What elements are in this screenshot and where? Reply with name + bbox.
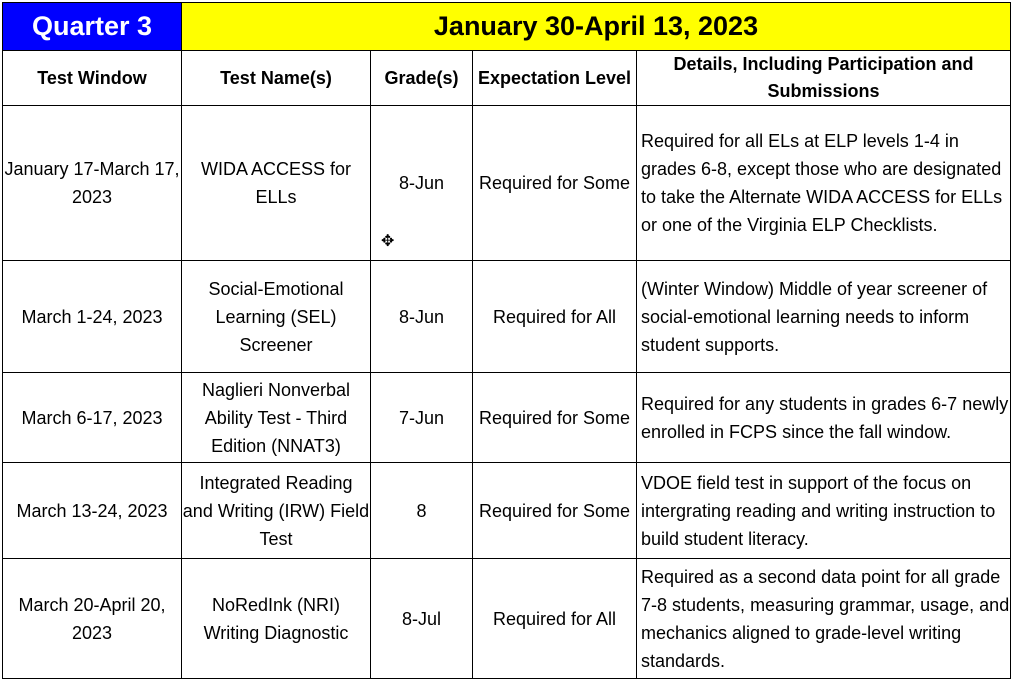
cell-test-name[interactable]: Naglieri Nonverbal Ability Test - Third Edition (NNAT3): [182, 373, 371, 463]
header-details[interactable]: Details, Including Participation and Submissions: [637, 51, 1011, 106]
table-row: [3, 463, 1011, 559]
cell-test-name[interactable]: WIDA ACCESS for ELLs: [182, 106, 371, 261]
cell-expectation[interactable]: Required for All: [473, 559, 637, 679]
table-row: [3, 106, 1011, 261]
quarter-label[interactable]: Quarter 3: [3, 3, 182, 51]
header-grades[interactable]: Grade(s): [371, 51, 473, 106]
quarter-date-range[interactable]: January 30-April 13, 2023: [182, 3, 1011, 51]
cell-details[interactable]: (Winter Window) Middle of year screener of social-emotional learning needs to inform student supports.: [637, 261, 1011, 373]
header-test-names[interactable]: Test Name(s): [182, 51, 371, 106]
table-row: [3, 261, 1011, 373]
cell-grades[interactable]: 8-Jun: [371, 106, 473, 261]
cell-expectation[interactable]: Required for Some: [473, 106, 637, 261]
cell-details[interactable]: VDOE field test in support of the focus on intergrating reading and writing instruction to build student literacy.: [637, 463, 1011, 559]
cell-test-window[interactable]: March 13-24, 2023: [3, 463, 182, 559]
cell-grades[interactable]: 7-Jun: [371, 373, 473, 463]
cell-details[interactable]: Required for any students in grades 6-7 newly enrolled in FCPS since the fall window.: [637, 373, 1011, 463]
header-expectation-level[interactable]: Expectation Level: [473, 51, 637, 106]
cell-test-name[interactable]: Social-Emotional Learning (SEL) Screener: [182, 261, 371, 373]
cell-test-name[interactable]: NoRedInk (NRI) Writing Diagnostic: [182, 559, 371, 679]
cell-test-window[interactable]: March 6-17, 2023: [3, 373, 182, 463]
cell-grades[interactable]: 8-Jun: [371, 261, 473, 373]
cell-grades[interactable]: 8-Jul: [371, 559, 473, 679]
cell-grades[interactable]: 8: [371, 463, 473, 559]
cell-expectation[interactable]: Required for Some: [473, 463, 637, 559]
cell-test-window[interactable]: January 17-March 17, 2023: [3, 106, 182, 261]
banner-row: [3, 3, 1011, 51]
cell-select-cursor-icon: ✥: [381, 233, 395, 250]
header-row: [3, 51, 1011, 106]
cell-expectation[interactable]: Required for All: [473, 261, 637, 373]
table-row: [3, 559, 1011, 679]
table-row: [3, 373, 1011, 463]
cell-details[interactable]: Required as a second data point for all grade 7-8 students, measuring grammar, usage, and mechanics aligned to grade-level writing standards.: [637, 559, 1011, 679]
cell-test-window[interactable]: March 20-April 20, 2023: [3, 559, 182, 679]
cell-test-window[interactable]: March 1-24, 2023: [3, 261, 182, 373]
cell-details[interactable]: Required for all ELs at ELP levels 1-4 in grades 6-8, except those who are designated to take the Alternate WIDA ACCESS for ELLs or one of the Virginia ELP Checklists.: [637, 106, 1011, 261]
header-test-window[interactable]: Test Window: [3, 51, 182, 106]
assessment-schedule-table: [2, 2, 1011, 679]
cell-test-name[interactable]: Integrated Reading and Writing (IRW) Field Test: [182, 463, 371, 559]
cell-expectation[interactable]: Required for Some: [473, 373, 637, 463]
